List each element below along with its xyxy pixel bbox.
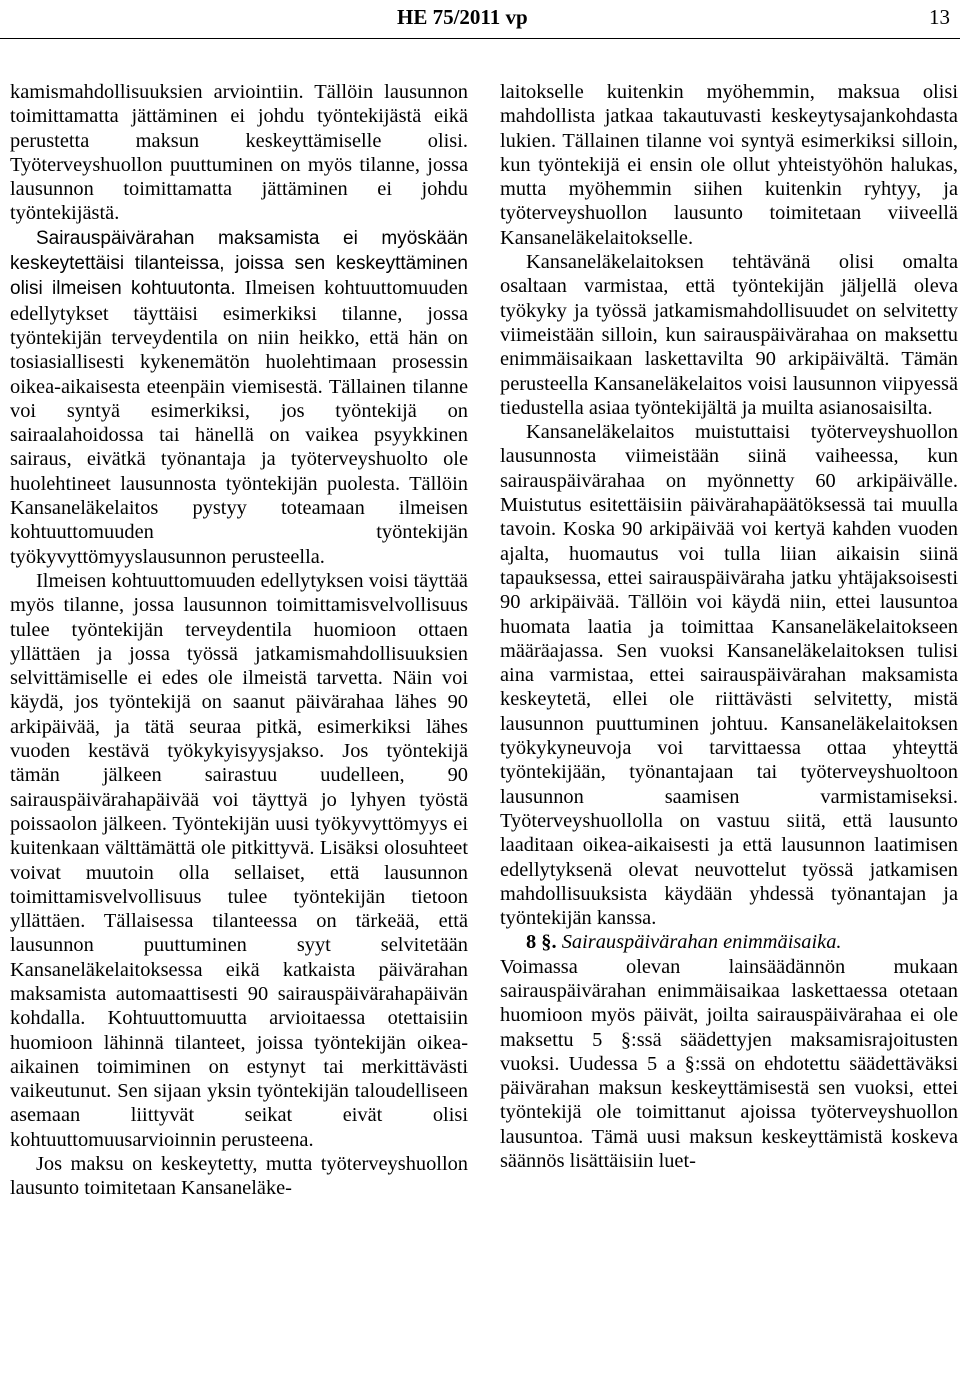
paragraph-serif-segment: Ilmeisen kohtuuttomuuden edellytykset täyttäisi esimerkiksi tilanne, jossa työntekijän terveydentila on niin heikko, että hän on tosiasiallisesti kykenemätön huolehtimaan prosessin oikea-aikaisesta eteenpäin viemisestä. Tällainen tilanne voi syntyä esimerkiksi, jos työntekijä on sairaalahoidossa tai hänellä on vaikea psyykkinen sairaus, eivätkä työnantaja ja työterveyshuolto ole huolehtineet lausunnosta työntekijän puolesta. Tällöin Kansaneläkelaitos pystyy toteamaan ilmeisen kohtuuttomuuden työntekijän työkyvyttömyyslausunnon perusteella. [10,277,468,568]
paragraph: Voimassa olevan lainsäädännön mukaan sairauspäivärahan enimmäisaikaa laskettaessa otetaan huomioon myös päivät, joilta sairauspäivärahaa ei ole maksettu 5 §:ssä säädettyjen maksamisrajoitusten vuoksi. Uudessa 5 a §:ssä on ehdotettu säädettäväksi päivärahan maksun keskeyttämisestä sen vuoksi, ettei työntekijä ole toimittanut ajoissa työterveyshuollon lausuntoa. Tämä uusi maksun keskeyttämistä koskeva säännös lisättäisiin luet- [500,955,958,1173]
page-number: 13 [929,5,950,29]
paragraph: kamismahdollisuuksien arviointiin. Tällöin lausunnon toimittamatta jättäminen ei johdu työntekijästä eikä perustetta maksun keskeyttämiselle olisi. Työterveyshuollon puuttuminen on myös tilanne, jossa lausunnon toimittamatta jättäminen ei johdu työntekijästä. [10,81,468,225]
paragraph-sans-segment: Sairauspäivärahan maksamista ei myöskään keskeytettäisi tilanteissa, joissa sen keskeyttäminen olisi ilmeisen kohtuutonta. [10,227,468,300]
paragraph: laitokselle kuitenkin myöhemmin, maksua olisi mahdollista jatkaa takautuvasti keskeytysajankohdasta lukien. Tällainen tilanne voi syntyä esimerkiksi silloin, kun työntekijä ei ensin ole ollut yhteistyöhön halukas, mutta myöhemmin siihen kuitenkin ryhtyy, ja työterveyshuollon lausunto toimitetaan viiveellä Kansaneläkelaitokselle. [500,81,958,249]
paragraph: Kansaneläkelaitoksen tehtävänä olisi omalta osaltaan varmistaa, että työntekijän jäljellä oleva työkyky ja työssä jatkamismahdollisuudet on selvitetty viimeistään silloin, kun sairauspäivärahaa on maksettu enimmäisaikaan laskettavilta 90 arkipäivältä. Tämän perusteella Kansaneläkelaitos voisi lausunnon viipyessä tiedustella asiaa työntekijältä ja muilta asianosaisilta. [500,251,958,419]
left-column [10,80,468,1201]
paragraph: Kansaneläkelaitos muistuttaisi työterveyshuollon lausunnosta viimeistään siinä vaiheessa, kun sairauspäivärahaa on myönnetty 60 arkipäivälle. Muistutus esitettäisiin päivärahapäätöksessä tai muulla tavoin. Koska 90 arkipäivää voi kertyä kahden vuoden ajalta, huomautus voi tulla liian aikaisin siinä tapauksessa, ettei sairauspäiväraha jatku yhtäjaksoisesti 90 arkipäivää. Tällöin voi käydä niin, ettei lausuntoa huomata laatia ja toimittaa Kansaneläkelaitokseen määräajassa. Sen vuoksi Kansaneläkelaitoksen tulisi aina varmistaa, ettei sairauspäivärahan maksamista keskeytetä, ellei ole riittävästi selvitetty, mistä lausunnon puuttuminen johtuu. Kansaneläkelaitoksen työkykyneuvoja voi tarvittaessa ottaa yhteyttä työntekijään, työnantajaan tai työterveyshuoltoon lausunnon saamisen varmistamiseksi. Työterveyshuollolla on vastuu siitä, että lausunto laaditaan oikea-aikaisesti ja että lausunnon laatimisen edellytyksenä olevat neuvottelut työssä jatkamisen mahdollisuuksista käydään yhdessä työnantajan ja työntekijän kanssa. [500,421,958,930]
section-number: 8 §. [526,931,557,954]
section-title: Sairauspäivärahan enimmäisaika. [561,931,842,954]
paragraph: Ilmeisen kohtuuttomuuden edellytyksen voisi täyttää myös tilanne, jossa lausunnon toimittamisvelvollisuus tulee työntekijän terveydentila huomioon ottaen yllättäen ja jossa työssä jatkamismahdollisuuksien selvittämiselle ei edes ole ilmeistä tarvetta. Näin voi käydä, jos työntekijä on saanut päivärahaa lähes 90 arkipäivää, ja tätä seuraa pitkä, esimerkiksi lähes vuoden kestävä työkykyisyysjakso. Jos työntekijä tämän jälkeen sairastuu uudelleen, 90 sairauspäivärahapäivää voi täyttyä jo lyhyen työstä poissaolon jälkeen. Työntekijän uusi työkyvyttömyys ei kuitenkaan välttämättä ole pitkittyvä. Lisäksi olosuhteet voivat muutoin olla sellaiset, että lausunnon toimittamisvelvollisuus tulee työntekijän tietoon yllättäen. Tällaisessa tilanteessa on tärkeää, että lausunnon puuttuminen syyt selvitetään Kansaneläkelaitoksessa eikä katkaista päivärahan maksamista automaattisesti 90 sairauspäivärahapäivän kohdalla. Kohtuuttomuutta arvioitaessa otettaisiin huomioon lähinnä tilanteet, joissa työntekijän oikea-aikainen toimiminen on estynyt tai merkittävästi vaikeutunut. Sen sijaan yksin työntekijän taloudelliseen asemaan liittyvät seikat eivät olisi kohtuuttomuusarvioinnin perusteena. [10,569,468,1151]
document-id: HE 75/2011 vp [397,5,528,29]
paragraph [10,226,468,569]
section-heading [500,930,958,954]
paragraph: Jos maksu on keskeytetty, mutta työterveyshuollon lausunto toimitetaan Kansaneläke- [10,1153,468,1200]
page-header [0,0,960,39]
right-column [500,80,958,1173]
